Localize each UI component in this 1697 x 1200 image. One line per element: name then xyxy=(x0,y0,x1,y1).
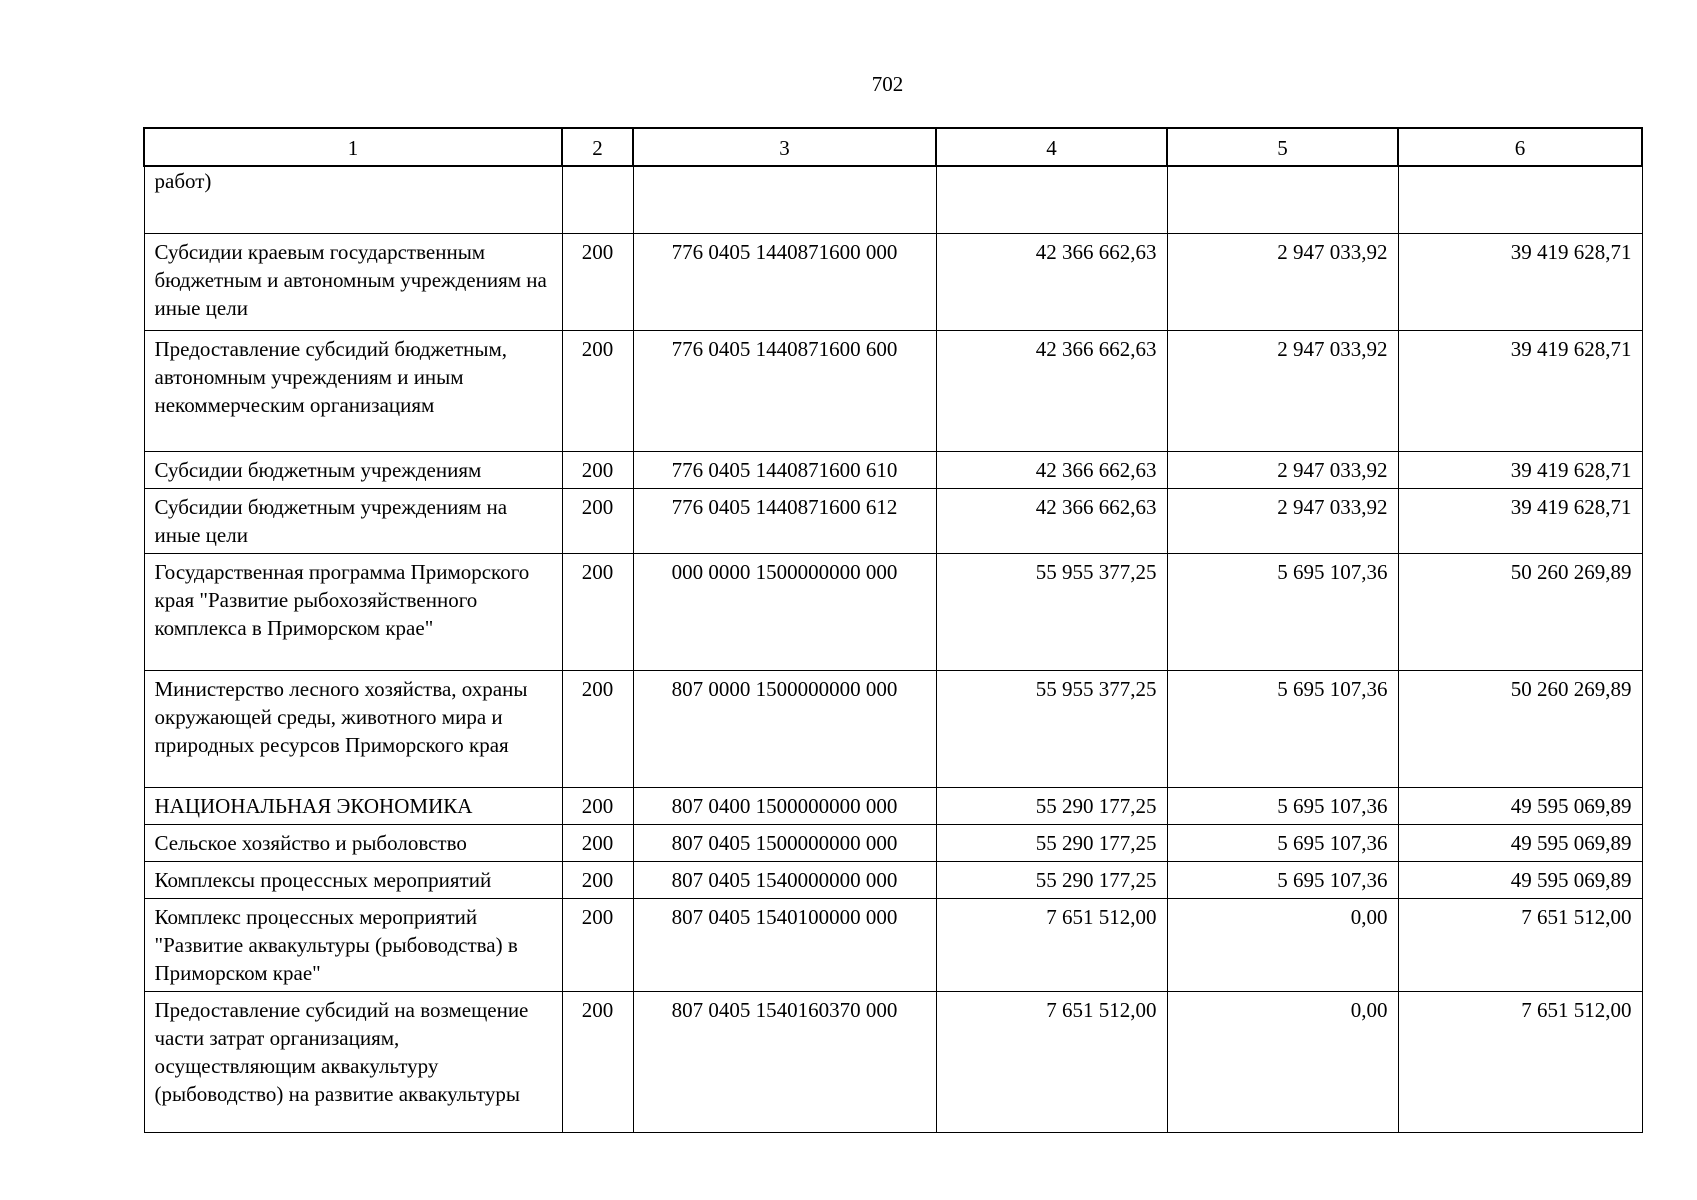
row-code: 200 xyxy=(562,330,633,451)
column-header: 2 xyxy=(562,128,633,166)
table-row xyxy=(144,451,1642,488)
row-executed xyxy=(1167,166,1398,233)
row-name: Субсидии бюджетным учреждениям xyxy=(144,451,562,488)
table-header-row xyxy=(144,128,1642,166)
row-approved: 7 651 512,00 xyxy=(936,898,1167,991)
row-approved: 42 366 662,63 xyxy=(936,330,1167,451)
row-name: Министерство лесного хозяйства, охраны окружающей среды, животного мира и природных ресурсов Приморского края xyxy=(144,670,562,787)
column-header: 3 xyxy=(633,128,936,166)
row-executed: 5 695 107,36 xyxy=(1167,670,1398,787)
row-classification xyxy=(633,166,936,233)
row-classification: 807 0405 1540160370 000 xyxy=(633,991,936,1132)
row-classification: 807 0405 1540100000 000 xyxy=(633,898,936,991)
row-unexecuted: 39 419 628,71 xyxy=(1398,488,1642,553)
row-code: 200 xyxy=(562,233,633,330)
row-code: 200 xyxy=(562,553,633,670)
row-unexecuted: 49 595 069,89 xyxy=(1398,861,1642,898)
table-row xyxy=(144,330,1642,451)
row-name: Предоставление субсидий на возмещение части затрат организациям, осуществляющим аквакультуру (рыбоводство) на развитие аквакультуры xyxy=(144,991,562,1132)
row-executed: 5 695 107,36 xyxy=(1167,861,1398,898)
table-row xyxy=(144,488,1642,553)
row-code: 200 xyxy=(562,670,633,787)
row-executed: 5 695 107,36 xyxy=(1167,824,1398,861)
table-row xyxy=(144,898,1642,991)
row-name: Государственная программа Приморского края "Развитие рыбохозяйственного комплекса в Приморском крае" xyxy=(144,553,562,670)
row-executed: 2 947 033,92 xyxy=(1167,488,1398,553)
row-unexecuted: 50 260 269,89 xyxy=(1398,670,1642,787)
row-approved: 55 955 377,25 xyxy=(936,553,1167,670)
column-header: 1 xyxy=(144,128,562,166)
row-unexecuted: 7 651 512,00 xyxy=(1398,991,1642,1132)
row-code: 200 xyxy=(562,488,633,553)
row-unexecuted: 50 260 269,89 xyxy=(1398,553,1642,670)
row-classification: 807 0400 1500000000 000 xyxy=(633,787,936,824)
row-approved: 55 290 177,25 xyxy=(936,861,1167,898)
table-row xyxy=(144,233,1642,330)
row-classification: 776 0405 1440871600 000 xyxy=(633,233,936,330)
table-row xyxy=(144,861,1642,898)
row-name: Субсидии краевым государственным бюджетным и автономным учреждениям на иные цели xyxy=(144,233,562,330)
row-unexecuted: 49 595 069,89 xyxy=(1398,824,1642,861)
row-name: НАЦИОНАЛЬНАЯ ЭКОНОМИКА xyxy=(144,787,562,824)
row-unexecuted: 39 419 628,71 xyxy=(1398,233,1642,330)
row-name: Субсидии бюджетным учреждениям на иные цели xyxy=(144,488,562,553)
row-executed: 0,00 xyxy=(1167,991,1398,1132)
column-header: 6 xyxy=(1398,128,1642,166)
row-classification: 807 0000 1500000000 000 xyxy=(633,670,936,787)
row-unexecuted: 39 419 628,71 xyxy=(1398,451,1642,488)
page-number: 702 xyxy=(871,72,904,96)
row-executed: 0,00 xyxy=(1167,898,1398,991)
row-name: Предоставление субсидий бюджетным, автономным учреждениям и иным некоммерческим организациям xyxy=(144,330,562,451)
row-code: 200 xyxy=(562,787,633,824)
row-name: Комплекс процессных мероприятий "Развитие аквакультуры (рыбоводства) в Приморском крае" xyxy=(144,898,562,991)
row-classification: 807 0405 1500000000 000 xyxy=(633,824,936,861)
row-approved: 42 366 662,63 xyxy=(936,451,1167,488)
row-executed: 2 947 033,92 xyxy=(1167,451,1398,488)
row-executed: 5 695 107,36 xyxy=(1167,787,1398,824)
column-header: 4 xyxy=(936,128,1167,166)
row-unexecuted: 39 419 628,71 xyxy=(1398,330,1642,451)
row-name: работ) xyxy=(144,166,562,233)
row-approved: 55 290 177,25 xyxy=(936,787,1167,824)
row-unexecuted xyxy=(1398,166,1642,233)
row-unexecuted: 49 595 069,89 xyxy=(1398,787,1642,824)
row-approved: 7 651 512,00 xyxy=(936,991,1167,1132)
row-classification: 807 0405 1540000000 000 xyxy=(633,861,936,898)
table-row xyxy=(144,824,1642,861)
table-row xyxy=(144,670,1642,787)
row-code: 200 xyxy=(562,824,633,861)
table-row xyxy=(144,553,1642,670)
column-header: 5 xyxy=(1167,128,1398,166)
row-code: 200 xyxy=(562,451,633,488)
row-classification: 776 0405 1440871600 612 xyxy=(633,488,936,553)
table-row xyxy=(144,166,1642,233)
row-name: Комплексы процессных мероприятий xyxy=(144,861,562,898)
row-code: 200 xyxy=(562,898,633,991)
row-approved: 42 366 662,63 xyxy=(936,233,1167,330)
row-approved xyxy=(936,166,1167,233)
row-classification: 776 0405 1440871600 600 xyxy=(633,330,936,451)
row-executed: 2 947 033,92 xyxy=(1167,330,1398,451)
row-classification: 000 0000 1500000000 000 xyxy=(633,553,936,670)
row-code: 200 xyxy=(562,861,633,898)
row-code: 200 xyxy=(562,991,633,1132)
budget-execution-table xyxy=(143,127,1643,1133)
row-approved: 55 955 377,25 xyxy=(936,670,1167,787)
row-name: Сельское хозяйство и рыболовство xyxy=(144,824,562,861)
row-code xyxy=(562,166,633,233)
row-approved: 42 366 662,63 xyxy=(936,488,1167,553)
row-classification: 776 0405 1440871600 610 xyxy=(633,451,936,488)
table-row xyxy=(144,787,1642,824)
table-row xyxy=(144,991,1642,1132)
row-approved: 55 290 177,25 xyxy=(936,824,1167,861)
row-executed: 2 947 033,92 xyxy=(1167,233,1398,330)
row-unexecuted: 7 651 512,00 xyxy=(1398,898,1642,991)
row-executed: 5 695 107,36 xyxy=(1167,553,1398,670)
